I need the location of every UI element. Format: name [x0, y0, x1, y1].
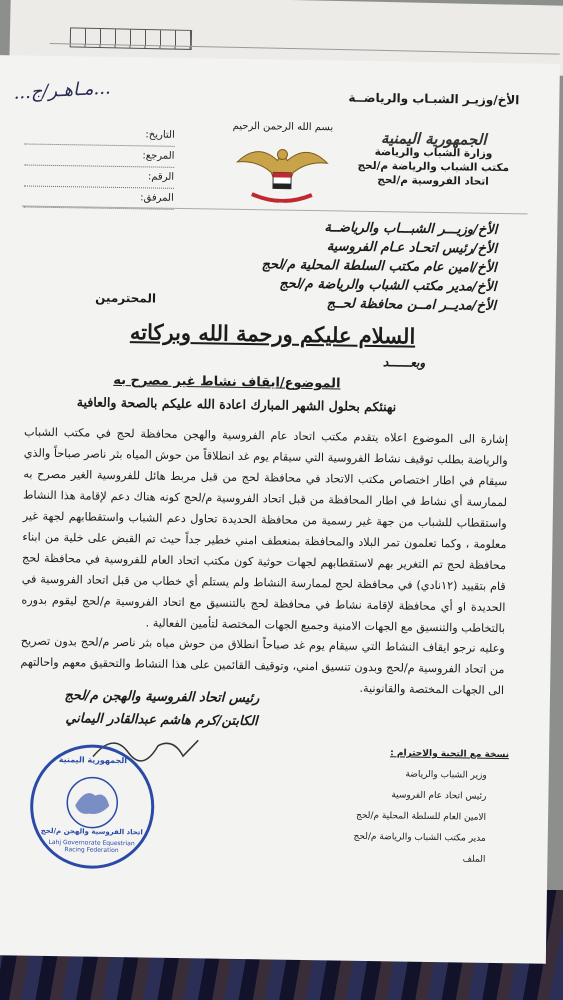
copy-to-item-1-label: وزير الشباب والرياضة	[405, 769, 487, 781]
respected-label: المحترمين	[95, 290, 157, 306]
copy-to-item-4	[328, 826, 508, 850]
eagle-emblem-icon	[227, 132, 338, 214]
date-field: التاريخ:	[25, 123, 175, 146]
basmala: بسم الله الرحمن الرحيم	[232, 120, 334, 134]
stamp-top-text: الجمهورية اليمنية	[58, 755, 128, 766]
top-header: الأخ/وزيـر الشبـاب والرياضــة	[348, 90, 520, 108]
copy-to-item-3-label: الامين العام للسلطة المحلية م/لحج	[355, 810, 487, 823]
copy-to-block	[327, 742, 509, 871]
recipients-block	[116, 215, 497, 316]
map-emblem-icon	[65, 775, 120, 830]
signature-block	[11, 683, 312, 734]
number-field: الرقم:	[24, 165, 174, 188]
body-paragraph-2: وعليه نرجو ايقاف النشاط التي سيقام يوم غد صباحاً انطلاق من حوش مياه بثر ناصر م/لحج بدون تصريح من اتحاد الفروسية م/لحج وبدون تنسيق امني، وتوقيف القائمين على هذا النشاط والتحقيق معهم واحالتهم الى الجهات المختصة والقانونية.	[20, 634, 505, 698]
letterhead-ministry: وزارة الشباب والرياضة	[374, 145, 493, 160]
reference-field: المرجع:	[24, 144, 174, 167]
copy-to-item-5	[327, 847, 507, 871]
copy-to-item-3	[328, 805, 508, 829]
official-stamp	[29, 744, 155, 870]
letter-page	[0, 55, 560, 964]
recipient-2: الأخ/رئيس اتحـاد عـام الفروسية	[326, 239, 498, 257]
attachment-field: المرفق:	[24, 186, 174, 209]
stamp-bottom-text: Lahj Governorate Equestrian Racing Federation	[48, 838, 135, 855]
wabaad-label: وبعــــــد	[382, 355, 426, 370]
signature-name: الكابتن/كرم هاشم عبدالقادر اليماني	[65, 711, 258, 730]
recipient-4: الأخ/مدير مكتب الشباب والرياضة م/لحج	[279, 276, 497, 295]
stamp-inner-text: اتحاد الفروسية والهجن م/لحج	[40, 826, 143, 837]
copy-to-item-4-label: مدير مكتب الشباب والرياضة م/لحج	[353, 831, 486, 844]
handwritten-note: ...مـاهـر/ج...	[12, 77, 112, 104]
recipient-3: الأخ/امين عام مكتب السلطة المحلية م/لحج	[261, 257, 497, 276]
letterhead-office: مكتب الشباب والرياضة م/لحج	[357, 159, 510, 175]
letterhead-country: الجمهورية اليمنية	[380, 129, 487, 149]
greeting-line: نهنئكم بحلول الشهر المبارك اعادة الله عليكم بالصحة والعافية	[76, 394, 397, 415]
copy-to-item-2-label: رئيس اتحاد عام الفروسية	[391, 790, 487, 802]
svg-text:—: —	[278, 199, 285, 207]
letterhead-federation: اتحاد الفروسية م/لحج	[377, 174, 489, 188]
recipient-5: الأخ/مديــر امــن محافظة لحــج	[326, 296, 497, 314]
subject-line: الموضوع/ايقاف نشاط غير مصرح به	[113, 372, 341, 392]
copy-to-item-2	[328, 784, 508, 808]
salutation: السلام عليكم ورحمة الله وبركاته	[129, 319, 416, 349]
body-paragraph-1: إشارة الى الموضوع اعلاه يتقدم مكتب اتحاد عام الفروسية والهجن محافظة لحج في مكتب الشباب والرياضة بطلب توقيف نشاط الفروسية التي سيقام يوم غد انطلاقاً من حوش المياه بثر ناصر صباحاً والذي سيقام في اطار اختصاص مكتب الاتحاد في محافظة لحج من قبل مربط هائل للفروسية الغير مصرح به لممارسة أي نشاط في اطار المحافظة من قبل اتحاد الفروسية م/لحج كونه هناك دعم لإقامة هذا النشاط واستقطاب للشباب من جهة غير رسمية من محافظة الحديدة تحاول دعم الشباب واستقطابهم لجهة غير معلومة ، وكما تعلمون تمر البلاد والمحافظة بمنعطف امني خطير جداً حيث تم القبض على خلية من ابناء محافظة لحج تم التغرير بهم لاستقطابهم لجهات حوثية كون مكتب اتحاد العام للفروسية في محافظة لحج قام بتقييد (١٢نادي) في محافظة لحج لممارسة النشاط ولم يستلم أي خطاب من قبل اتحاد الفروسية في الحديدة او أي محافظة لإقامة نشاط في محافظة لحج بالتنسيق مع اتحاد الفروسية م/لحج ليقوم بدوره بالتخاطب والتنسيق مع الجهات الامنية وجميع الجهات المختصة لتأمين الفعالية .	[21, 425, 509, 636]
form-line	[50, 43, 560, 55]
recipient-1: الأخ/وزيـــر الشبـــاب والرياضــة	[324, 220, 498, 238]
letterhead-center	[217, 121, 348, 218]
copy-to-title: نسخة مع التحية والاحترام :	[390, 748, 510, 761]
letterhead-left	[24, 123, 175, 209]
copy-to-item-1	[329, 763, 509, 787]
signature-title: رئيس اتحاد الفروسية والهجن م/لحج	[64, 688, 260, 707]
letterhead-right	[348, 131, 519, 190]
copy-to-item-5-label: الملف	[462, 854, 486, 865]
